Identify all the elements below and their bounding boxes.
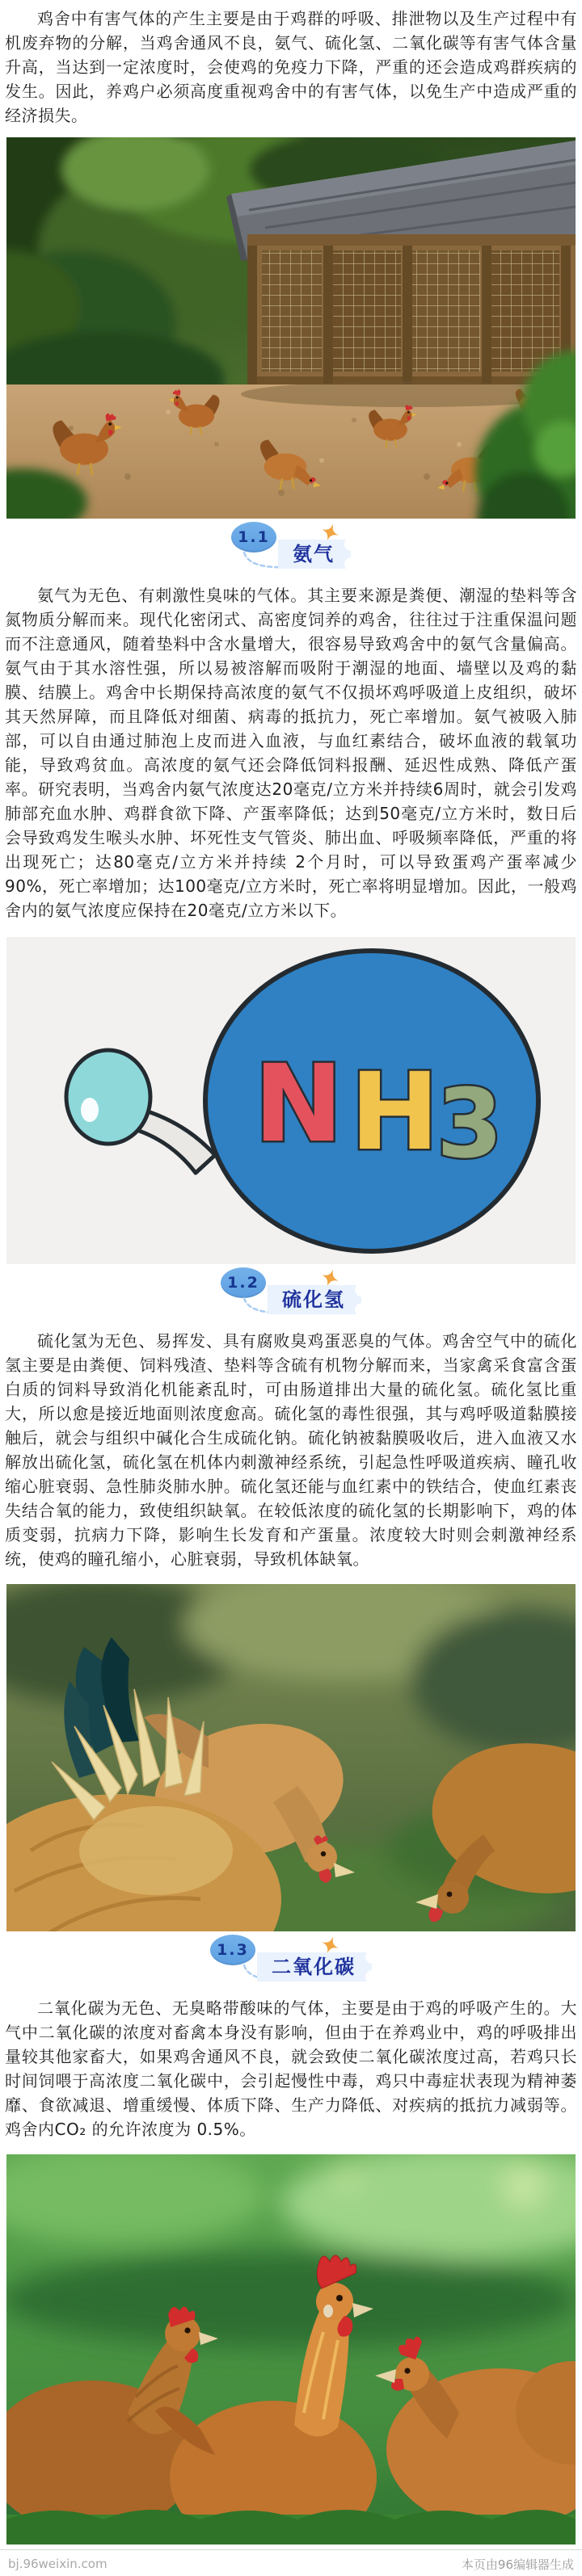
formula-letter-h: H — [350, 1050, 440, 1175]
section-number-badge — [210, 1935, 255, 1965]
lawn-chickens-illustration — [6, 2154, 576, 2544]
nh3-molecule-drawing — [6, 937, 576, 1264]
pecking-chickens-illustration — [6, 1584, 576, 1931]
section-title: 二氧化碳 — [272, 1956, 356, 1978]
footer-generator-credit: 本页由96编辑器生成 — [461, 2557, 574, 2572]
section-header-h2s — [0, 1267, 582, 1314]
section-number-badge — [221, 1267, 266, 1298]
ammonia-paragraph: 氨气为无色、有刺激性臭味的气体。其主要来源是粪便、潮湿的垫料等含氮物质分解而来。现代化密闭式、高密度饲养的鸡舍，往往过于注重保温问题而不注意通风，随着垫料中含水量增大，很容易导致鸡舍中的氨气含量偏高。氨气由于其水溶性强，所以易被溶解而吸附于潮湿的地面、墙壁以及鸡的黏膜、结膜上。鸡舍中长期保持高浓度的氨气不仅损坏鸡呼吸道上皮组织，破坏其天然屏障，而且降低对细菌、病毒的抵抗力，死亡率增加。氨气被吸入肺部，可以自由通过肺泡上皮而进入血液，与血红素结合，破坏血液的载氧功能，导致鸡贫血。高浓度的氨气还会降低饲料报酬、延迟性成熟、降低产蛋率。研究表明，当鸡舍内氨气浓度达20毫克/立方米并持续6周时，就会引发鸡肺部充血水肿、鸡群食欲下降、产蛋率降低；达到50毫克/立方米时，数日后会导致鸡发生喉头水肿、坏死性支气管炎、肺出血、呼吸频率降低，严重的将出现死亡；达80毫克/立方米并持续 2个月时，可以导致蛋鸡产蛋率减少90%，死亡率增加；达100毫克/立方米时，死亡率将明显增加。因此，一般鸡舍内的氨气浓度应保持在20毫克/立方米以下。 — [5, 586, 577, 920]
section-number: 1.1 — [238, 528, 270, 546]
co2-paragraph: 二氧化碳为无色、无臭略带酸味的气体，主要是由于鸡的呼吸产生的。大气中二氧化碳的浓度对畜禽本身没有影响，但由于在养鸡业中，鸡的呼吸排出量较其他家畜大，如果鸡舍通风不良，就会致使二氧化碳浓度过高，若鸡只长时间饲喂于高浓度二氧化碳中，会引起慢性中毒，鸡只中毒症状表现为精神萎靡、食欲减退、增重缓慢、体质下降、生产力降低、对疾病的抵抗力减弱等。鸡舍内CO₂ 的允许浓度为 0.5%。 — [5, 1998, 577, 2139]
section-title-box — [268, 1285, 361, 1314]
section-title: 硫化氢 — [282, 1288, 345, 1311]
section-number: 1.3 — [217, 1941, 249, 1959]
section-header-co2 — [0, 1935, 582, 1981]
section-title-box — [278, 540, 351, 569]
formula-letter-n: N — [254, 1042, 344, 1166]
coop-photo — [6, 137, 576, 519]
h2s-paragraph: 硫化氢为无色、易挥发、具有腐败臭鸡蛋恶臭的气体。鸡舍空气中的硫化氢主要是由粪便、饲料残渣、垫料等含硫有机物分解而来，当家禽采食富含蛋白质的饲料导致消化机能紊乱时，可由肠道排出大量的硫化氢。硫化氢比重大，所以愈是接近地面则浓度愈高。硫化氢的毒性很强，其与鸡呼吸道黏膜接触后，就会与组织中碱化合生成硫化钠。硫化钠被黏膜吸收后，进入血液又水解放出硫化氢，硫化氢在机体内刺激神经系统，引起急性呼吸道疾病、瞳孔收缩心脏衰弱、急性肺炎肺水肿。硫化氢还能与血红素中的铁结合，使血红素丧失结合氧的能力，致使组织缺氧。在较低浓度的硫化氢的长期影响下，鸡的体质变弱，抗病力下降，影响生长发育和产蛋量。浓度较大时则会刺激神经系统，使鸡的瞳孔缩小，心脏衰弱，导致机体缺氧。 — [5, 1331, 577, 1569]
section-header-ammonia — [0, 522, 582, 569]
foreground-grass — [6, 2510, 576, 2544]
lawn-chickens-photo — [6, 2154, 576, 2544]
intro-paragraph: 鸡舍中有害气体的产生主要是由于鸡群的呼吸、排泄物以及生产过程中有机废弃物的分解，当鸡舍通风不良，氨气、硫化氢、二氧化碳等有害气体含量升高，当达到一定浓度时，会使鸡的免疫力下降，严重的还会造成鸡群疾病的发生。因此，养鸡户必须高度重视鸡舍中的有害气体，以免生产中造成严重的经济损失。 — [5, 9, 577, 125]
section-number: 1.2 — [227, 1274, 259, 1292]
nh3-illustration — [6, 937, 576, 1264]
sphere-highlight — [81, 1098, 99, 1122]
formula-letter-3: 3 — [436, 1068, 504, 1179]
coop-wall — [247, 234, 576, 388]
coop-photo-illustration — [6, 137, 576, 519]
section-title: 氨气 — [293, 543, 335, 565]
section-number-badge — [231, 522, 276, 553]
nh3-molecule-small-sphere — [66, 1050, 150, 1144]
page-footer — [0, 2549, 582, 2576]
pecking-chickens-photo — [6, 1584, 576, 1931]
section-title-box — [257, 1952, 372, 1981]
footer-site-url: bj.96weixin.com — [8, 2557, 108, 2571]
